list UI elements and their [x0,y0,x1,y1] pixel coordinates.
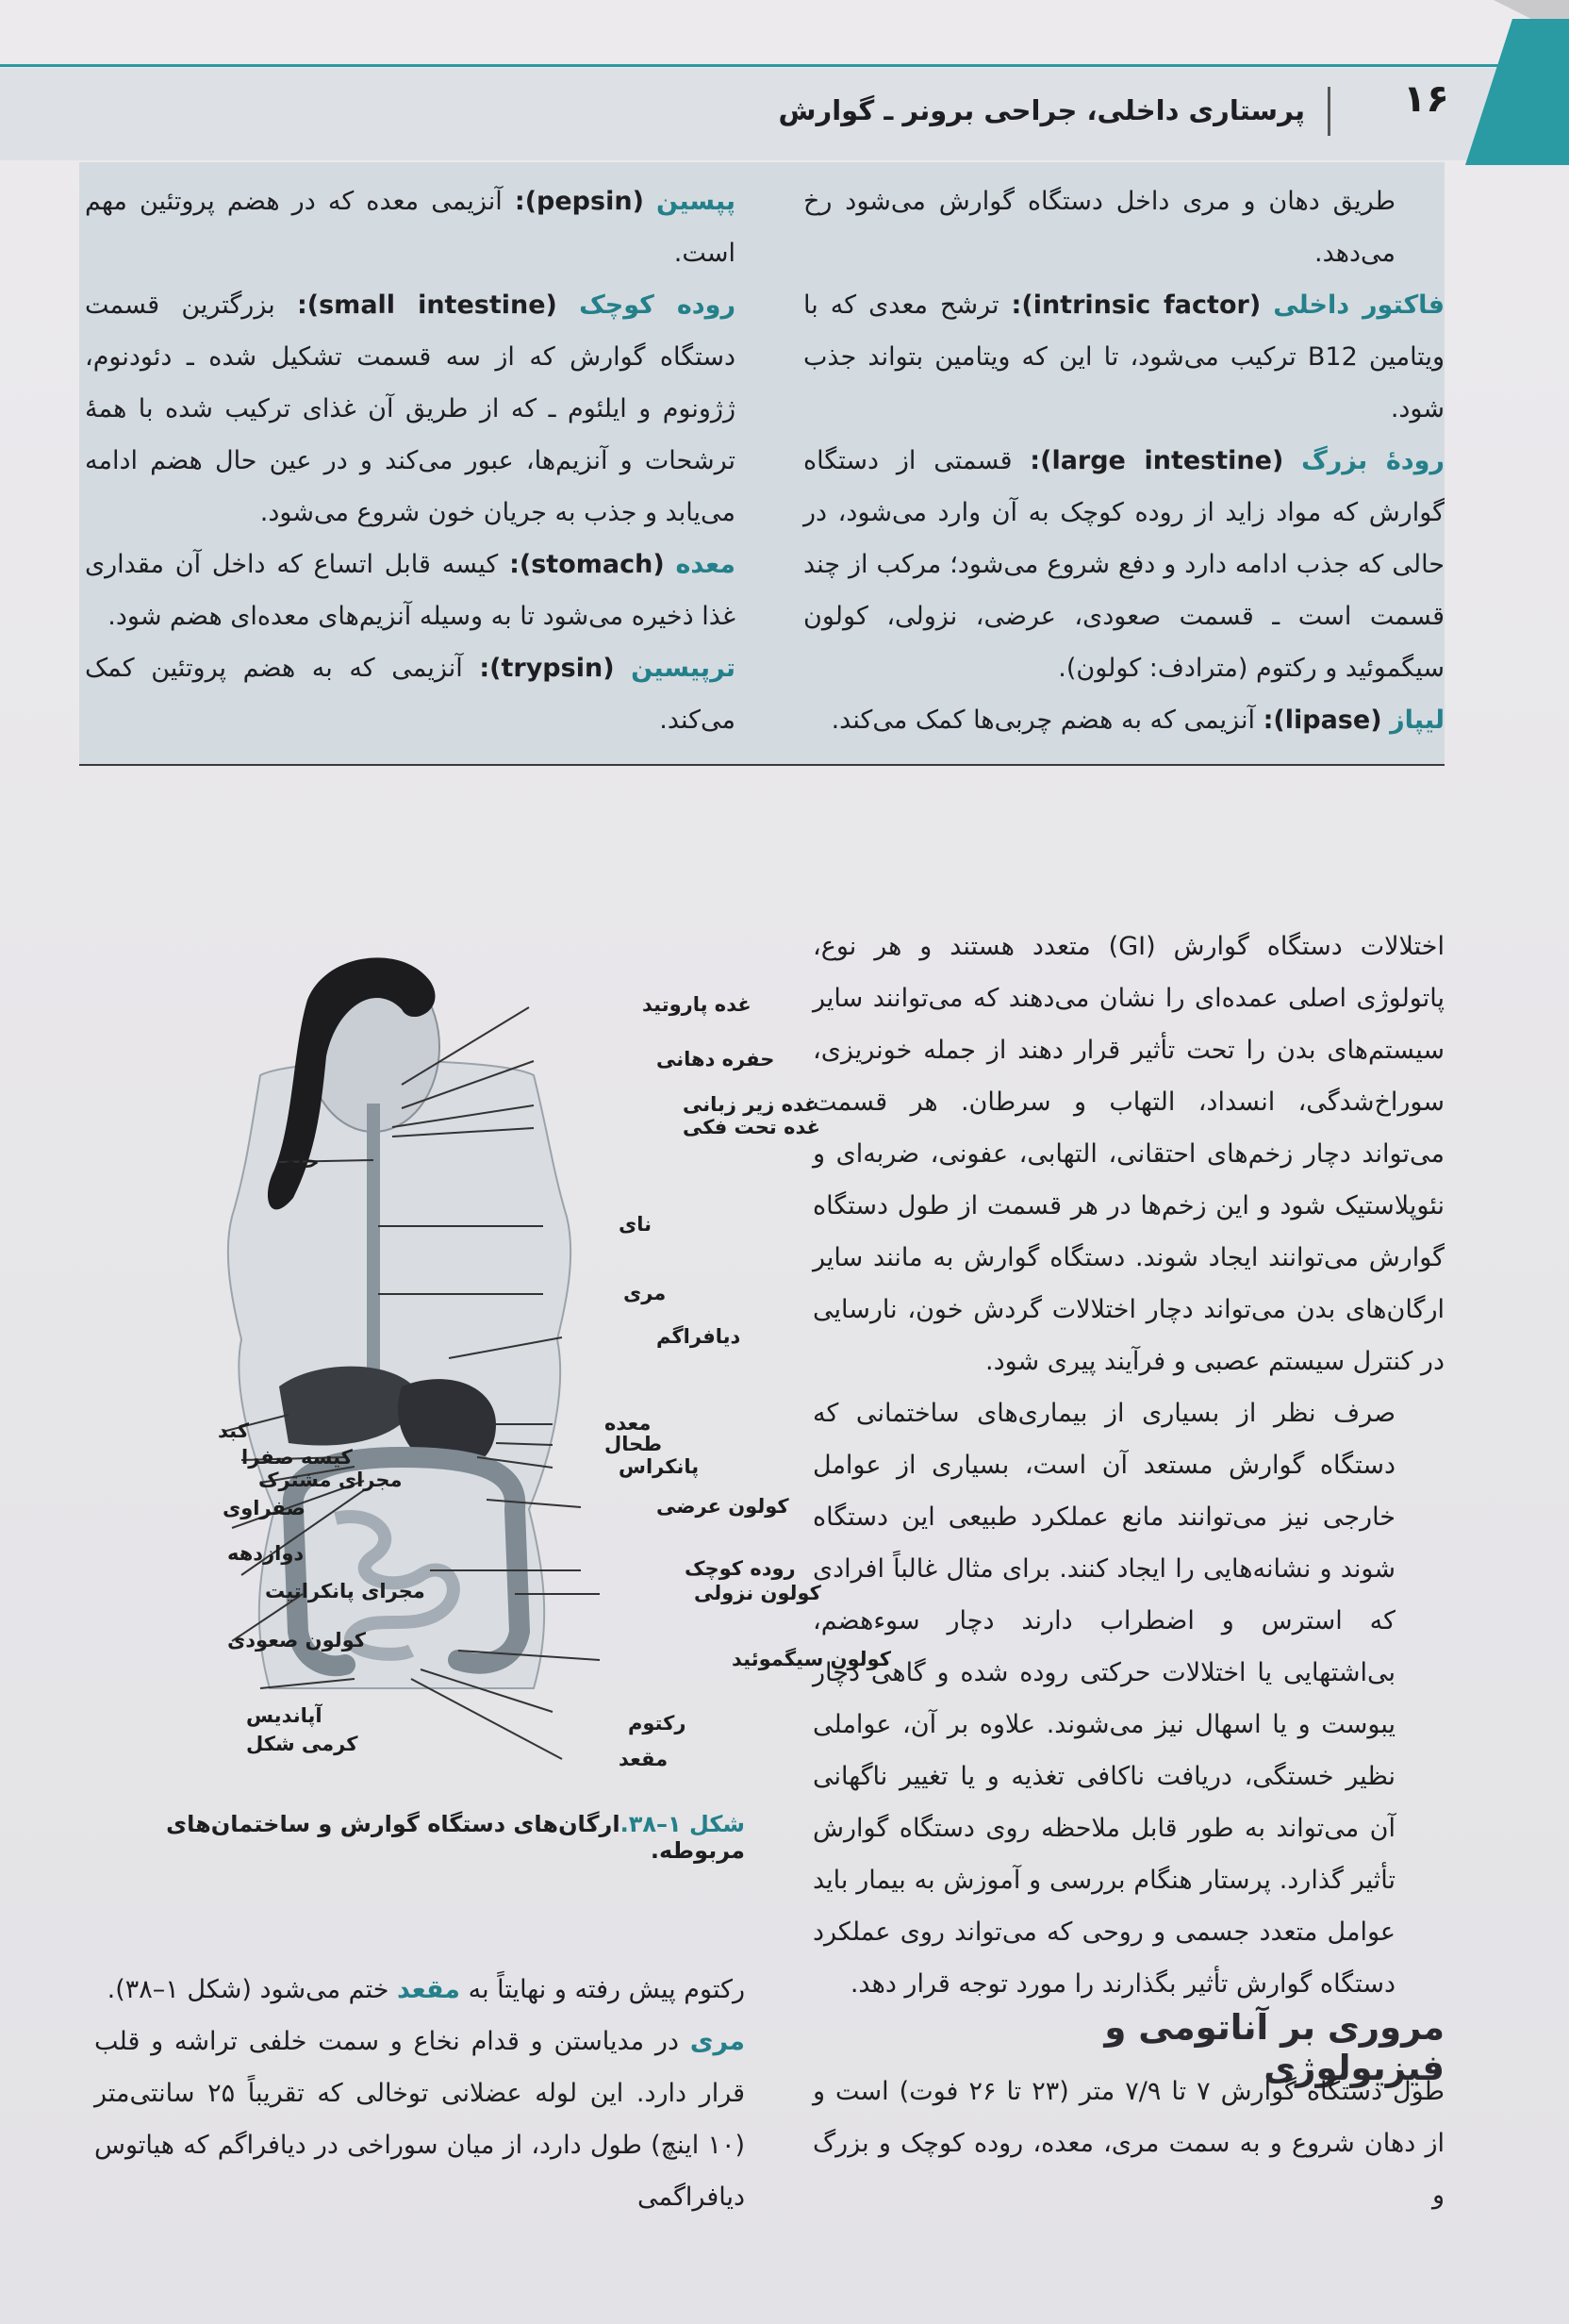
figure-label: حلق [279,1150,320,1172]
glossary-entry [803,279,1445,435]
inline-term: مری [689,2027,745,2056]
glossary-entry [85,279,735,539]
glossary-entry: طریق دهان و مری داخل دستگاه گوارش می‌شود رخ می‌دهد. [803,187,1396,268]
glossary-definition: قسمتی از دستگاه گوارش که مواد زاید از روده کوچک به آن وارد می‌شود، در حالی که جذب ادامه دارد و دفع شروع می‌شود؛ مرکب از چند قسمت است ـ قسمت صعودی، عرضی، نزولی، کولون سیگموئید و رکتوم (مترادف: کولون). [803,446,1445,683]
glossary-term: لیپاز [1390,706,1445,735]
glossary-entry [85,642,735,746]
figure-label: آپاندیس [246,1704,322,1727]
glossary-left-column [85,175,735,746]
glossary-term-english: (lipase): [1263,706,1382,735]
figure-caption [94,1811,745,1864]
figure-label: معده [604,1412,652,1435]
glossary-term: رودهٔ بزرگ [1301,446,1445,475]
figure-label: کولون سیگموئید [732,1648,891,1670]
figure-label: دوازدهه [227,1542,305,1565]
glossary-entry [803,435,1445,694]
glossary-definition: کیسه قابل اتساع که داخل آن مقداری غذا ذخیره می‌شود تا به وسیله آنزیم‌های معده‌ای هضم شود. [85,550,735,631]
glossary-definition: آنزیمی معده که در هضم پروتئین مهم است. [85,187,735,268]
paragraph: طول دستگاه گوارش ۷ تا ۷/۹ متر (۲۳ تا ۲۶ فوت) است و از دهان شروع و به سمت مری، معده، روده کوچک و بزرگ و [813,2077,1445,2210]
inline-term: مقعد [397,1975,461,2004]
figure-label: حفره دهانی [656,1048,775,1071]
glossary-term-english: (stomach): [509,550,665,579]
glossary-term-english: (large intestine): [1030,446,1284,475]
paragraph: اختلالات دستگاه گوارش (GI) متعدد هستند و هر نوع، پاتولوژی اصلی عمده‌ای را نشان می‌دهند که می‌توانند سایر سیستم‌های بدن را تحت تأثیر قرار دهند از جمله خونریزی، سوراخ‌شدگی، انسداد، التهاب و سرطان. هر قسمت می‌تواند دچار زخم‌های احتقانی، التهابی، عفونی، ضربه‌ای و نئوپلاستیک شود و این زخم‌ها در هر قسمت از طول دستگاه گوارش می‌توانند ایجاد شوند. دستگاه گوارش به مانند سایر ارگان‌های بدن می‌تواند دچار اختلالات گردش خون، نارسایی در کنترل سیستم عصبی و فرآیند پیری شود. [813,932,1445,1376]
glossary-bottom-rule [79,764,1445,766]
header-rule [0,64,1509,67]
glossary-term: فاکتور داخلی [1273,290,1445,320]
digestive-system-figure [91,943,891,1773]
figure-caption-label: شکل ۱–۳۸. [619,1811,745,1837]
figure-caption-text: ارگان‌های دستگاه گوارش و ساختمان‌های مربوطه. [166,1811,745,1864]
figure-label: مری [623,1282,667,1304]
glossary-definition: بزرگترین قسمت دستگاه گوارش که از سه قسمت تشکیل شده ـ دئودنوم، ژژونوم و ایلئوم ـ که از طریق آن غذای ترکیب شده با همهٔ ترشحات و آنزیم‌ها، عبور می‌کند و در عین حال هضم ادامه می‌یابد و جذب به جریان خون شروع می‌شود. [85,290,735,527]
glossary-term-english: (trypsin): [479,654,615,683]
glossary-term: روده کوچک [579,290,735,320]
section-heading: مروری بر آناتومی و فیزیولوژی [1104,2007,1445,2088]
body-left-column [94,1964,745,2223]
glossary-term: معده [675,550,735,579]
glossary-definition: آنزیمی که به هضم چربی‌ها کمک می‌کند. [831,706,1255,735]
figure-label: مجرای مشترک [258,1469,403,1491]
header-divider [1328,87,1330,136]
glossary-right-column [803,175,1445,746]
figure-label: غده پاروتید [642,993,751,1016]
glossary-entry [803,694,1445,746]
glossary-term-english: (pepsin): [514,187,644,216]
header-corner-ornament [1456,0,1569,170]
figure-label: نای [619,1213,652,1236]
figure-label: کرمی شکل [246,1733,358,1755]
body-right-column [813,921,1445,2010]
figure-label: غده زیر زبانی [683,1093,818,1116]
glossary-definition: آنزیمی که به هضم پروتئین کمک می‌کند. [85,654,735,735]
glossary-term-english: (intrinsic factor): [1011,290,1262,320]
figure-label: مجرای پانکراتیت [265,1580,425,1602]
figure-label: دیافراگم [656,1325,741,1348]
paragraph: مری در مدیاستن و قدام نخاع و سمت خلفی تراشه و قلب قرار دارد. این لوله عضلانی توخالی که تقریباً ۲۵ سانتی‌متر (۱۰ اینچ) طول دارد، از میان سوراخی در دیافراگم که هیاتوس دیافراگمی [94,2027,745,2212]
figure-label: کولون نزولی [694,1582,821,1604]
paragraph: صرف نظر از بسیاری از بیماری‌های ساختمانی که دستگاه گوارش مستعد آن است، بسیاری از عوامل خارجی نیز می‌توانند مانع عملکرد طبیعی این دستگاه شوند و نشانه‌هایی را ایجاد کنند. برای مثال غالباً افرادی که استرس و اضطراب دارند دچار سوءهضم، بی‌اشتهایی یا اختلالات حرکتی روده شده و گاهی دچار یبوست و یا اسهال نیز می‌شوند. علاوه بر آن، عواملی نظیر خستگی، دریافت ناکافی تغذیه و یا تغییر ناگهانی آن می‌تواند به طور قابل ملاحظه روی دستگاه گوارش تأثیر گذارد. پرستار هنگام بررسی و آموزش به بیمار باید عوامل متعدد جسمی و روحی که می‌تواند روی عملکرد دستگاه گوارش تأثیر بگذارند را مورد توجه قرار دهد. [813,1399,1396,1999]
glossary-term: ترپیسین [631,654,735,683]
figure-label: کیسه صفرا [241,1446,353,1469]
figure-label: پانکراس [619,1455,700,1478]
figure-label: رکتوم [628,1712,686,1735]
glossary-term-english: (small intestine): [296,290,557,320]
glossary-definition: ترشح معدی که با ویتامین B12 ترکیب می‌شود، تا این که ویتامین بتواند جذب شود. [803,290,1445,423]
glossary-entry [85,175,735,279]
figure-label: کولون عرضی [656,1495,789,1518]
figure-label: مقعد [619,1748,669,1770]
figure-label: کبد [218,1419,249,1442]
glossary-term: پپسین [656,187,735,216]
figure-label: غده تحت فکی [683,1116,820,1138]
body-right-column-continued [813,2066,1445,2221]
figure-label: کولون صعودی [227,1629,366,1652]
page-number: ۱۶ [1403,77,1449,121]
figure-label: طحال [604,1433,663,1455]
paragraph: رکتوم پیش رفته و نهایتاً به مقعد ختم می‌شود (شکل ۱–۳۸). [107,1975,745,2004]
running-title: پرستاری داخلی، جراحی برونر ـ گوارش [778,94,1305,126]
figure-label: صفراوی [223,1497,306,1519]
figure-label: روده کوچک [685,1557,796,1580]
glossary-entry [85,539,735,642]
